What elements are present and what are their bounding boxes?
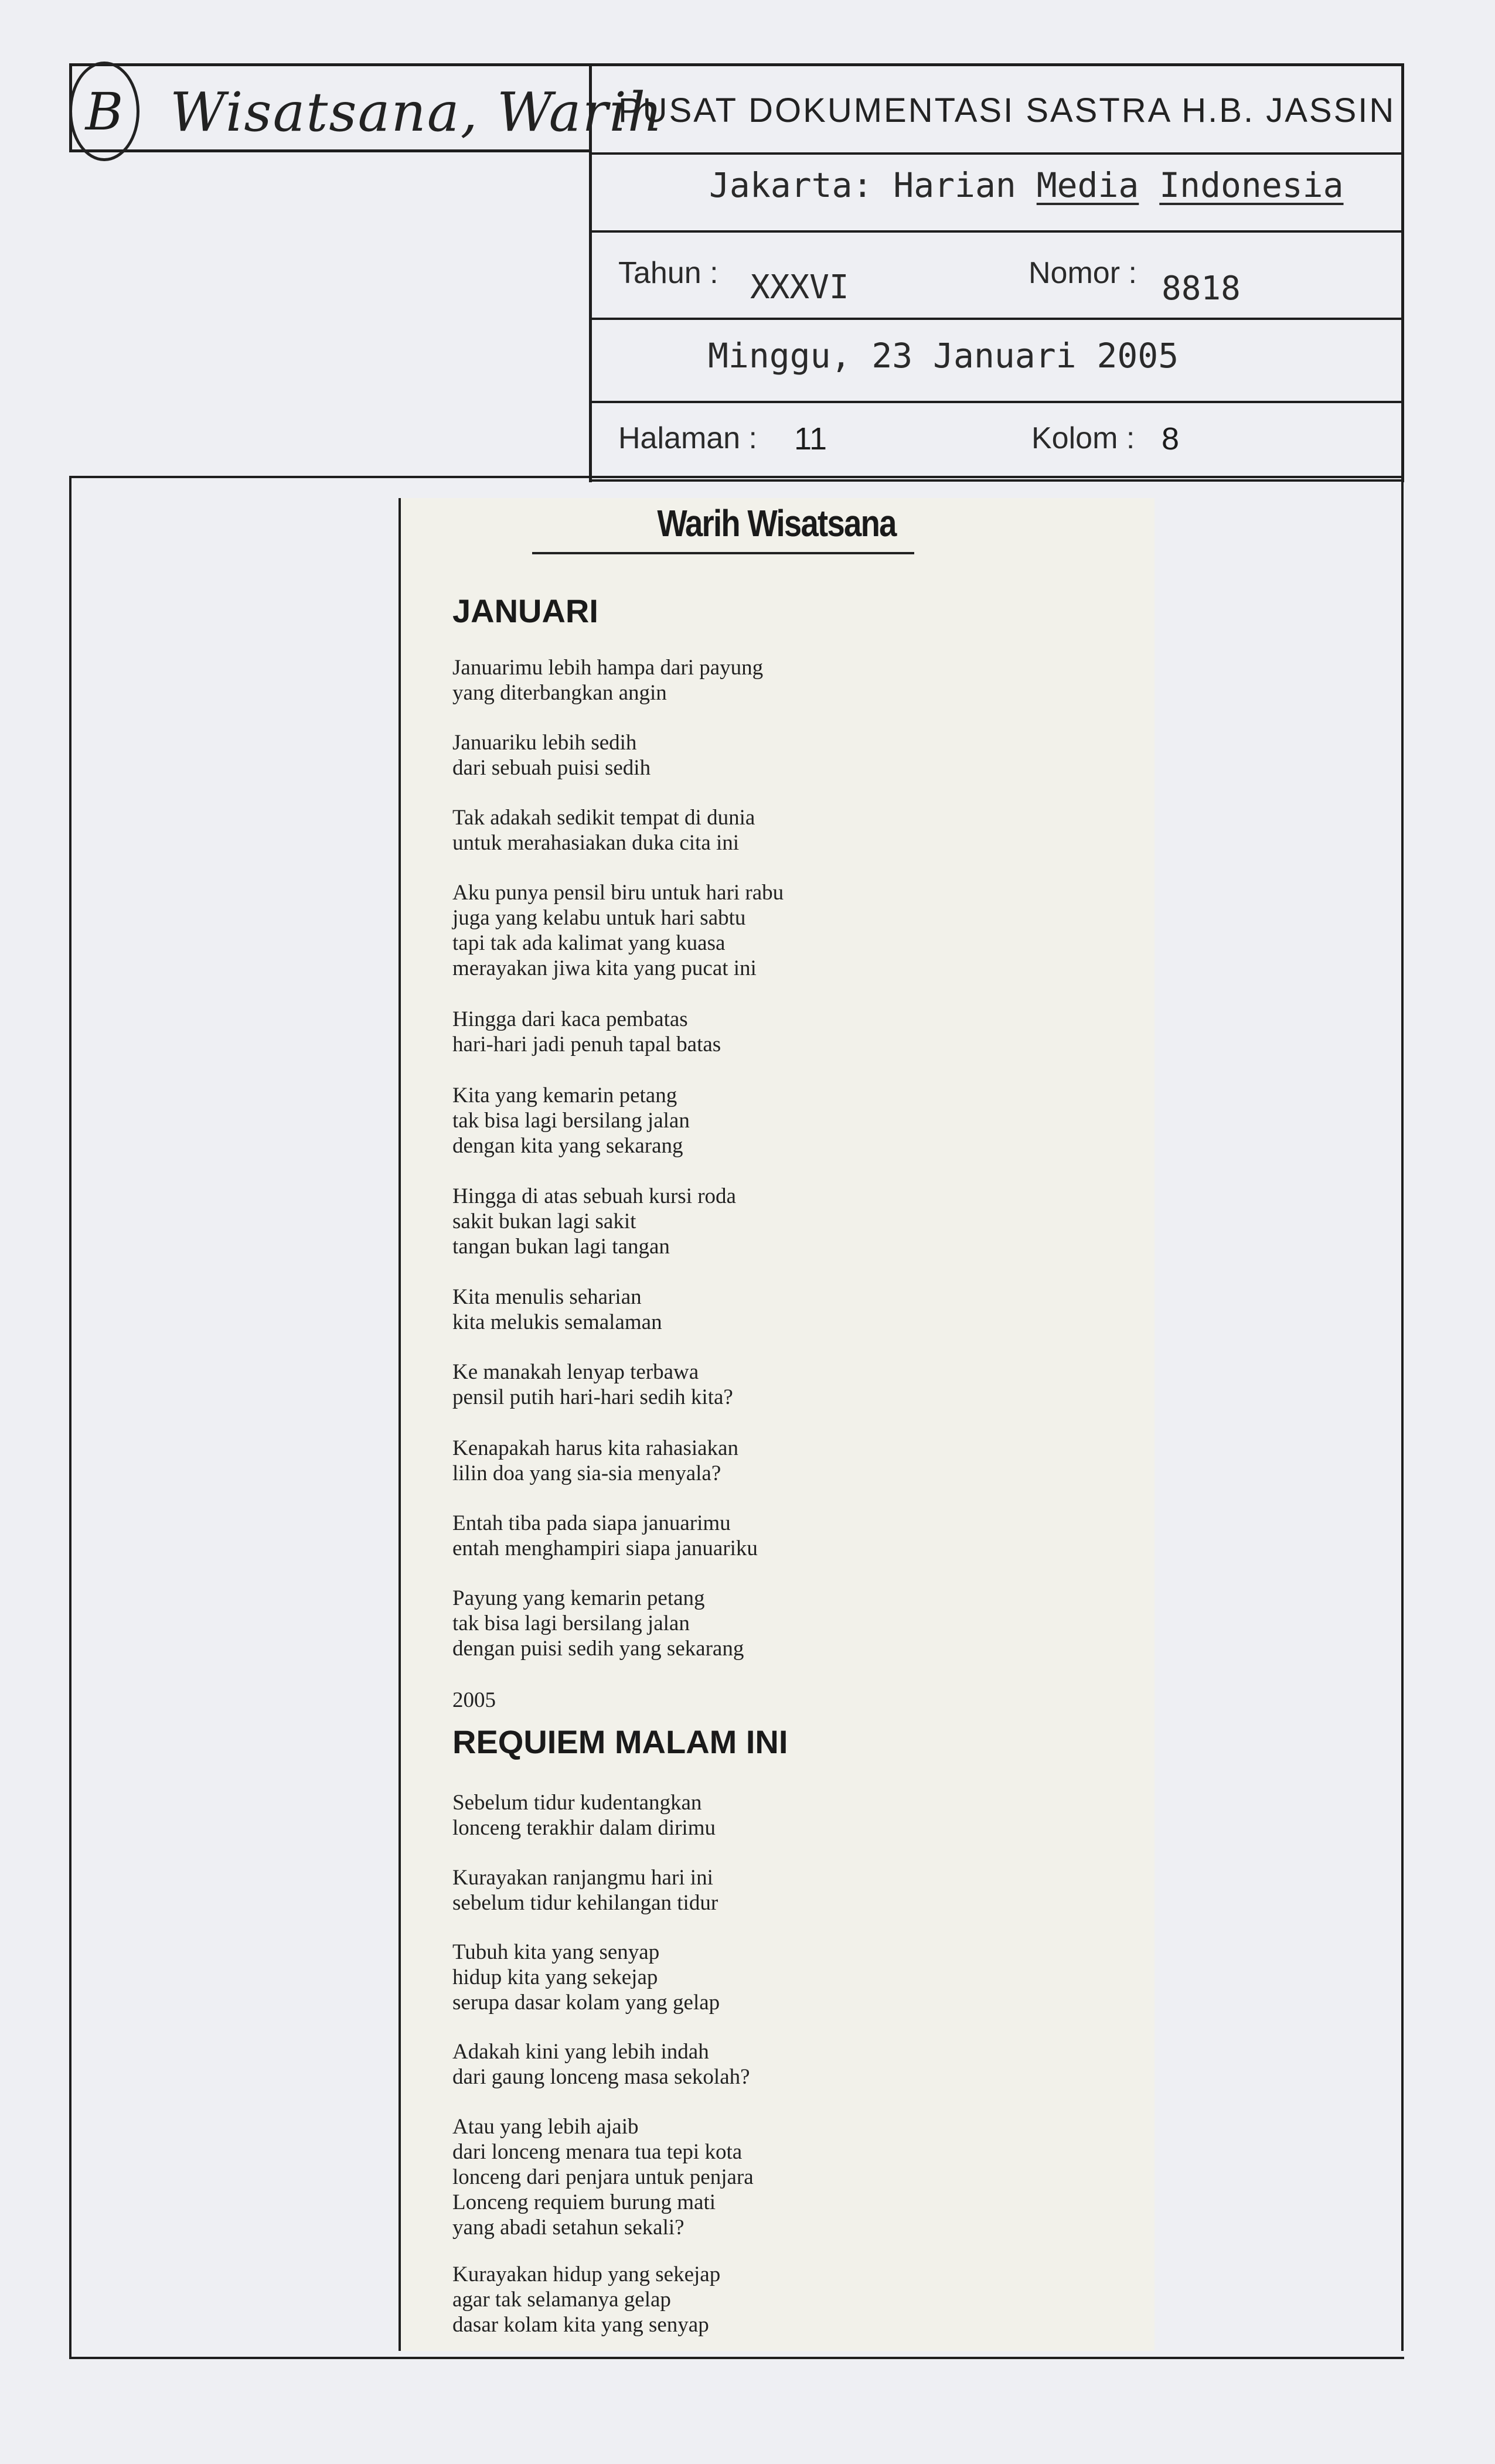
name-underline	[69, 149, 591, 152]
stanza	[452, 1511, 980, 1561]
verse-line: Adakah kini yang lebih indah	[452, 2040, 709, 2064]
archive-title: PUSAT DOKUMENTASI SASTRA H.B. JASSIN	[618, 91, 1396, 129]
publication-line	[709, 165, 1344, 205]
verse-line: juga yang kelabu untuk hari sabtu	[452, 906, 746, 930]
stanza	[452, 2039, 980, 2090]
stanza	[452, 655, 980, 706]
stanza	[452, 2262, 980, 2337]
verse-line: dari sebuah puisi sedih	[452, 756, 651, 780]
handwritten-author-name: Wisatsana, Warih	[170, 81, 664, 144]
byline-underline	[532, 552, 914, 554]
verse-line: lonceng dari penjara untuk penjara	[452, 2165, 754, 2189]
verse-line: dengan puisi sedih yang sekarang	[452, 1637, 744, 1661]
row-divider-3	[589, 318, 1404, 320]
verse-line: lonceng terakhir dalam dirimu	[452, 1816, 716, 1840]
nomor-value: 8818	[1162, 270, 1241, 308]
verse-line: merayakan jiwa kita yang pucat ini	[452, 956, 757, 980]
halaman-value: 11	[794, 421, 827, 456]
stanza	[452, 880, 980, 981]
stanza	[452, 730, 980, 781]
verse-line: Kenapakah harus kita rahasiakan	[452, 1436, 738, 1460]
frame-top	[69, 476, 1404, 478]
poem-title-januari: JANUARI	[452, 592, 598, 629]
verse-line: Hingga di atas sebuah kursi roda	[452, 1184, 736, 1208]
verse-line: entah menghampiri siapa januariku	[452, 1536, 758, 1560]
verse-line: Entah tiba pada siapa januarimu	[452, 1511, 731, 1535]
verse-line: Tubuh kita yang senyap	[452, 1940, 660, 1964]
stanza	[452, 2114, 980, 2240]
card-right-border	[1401, 63, 1404, 482]
row-divider-5	[589, 479, 1404, 482]
newspaper-prefix: Harian	[893, 165, 1016, 205]
verse-line: 2005	[452, 1688, 496, 1712]
verse-line: untuk merahasiakan duka cita ini	[452, 831, 740, 855]
newspaper-name-1: Media	[1036, 165, 1139, 205]
verse-line: Kita yang kemarin petang	[452, 1083, 677, 1107]
row-divider-4	[589, 401, 1404, 403]
stanza	[452, 1184, 980, 1259]
verse-line: serupa dasar kolam yang gelap	[452, 1991, 720, 2015]
verse-line: tapi tak ada kalimat yang kuasa	[452, 931, 726, 955]
author-byline: Warih Wisatsana	[657, 502, 896, 544]
poem-year	[452, 1688, 980, 1713]
stanza	[452, 1083, 980, 1158]
verse-line: hari-hari jadi penuh tapal batas	[452, 1032, 721, 1057]
verse-line: lilin doa yang sia-sia menyala?	[452, 1461, 721, 1485]
verse-line: Aku punya pensil biru untuk hari rabu	[452, 881, 784, 905]
stanza	[452, 1940, 980, 2015]
verse-line: Kurayakan ranjangmu hari ini	[452, 1866, 713, 1890]
kolom-value: 8	[1162, 421, 1180, 456]
verse-line: hidup kita yang sekejap	[452, 1965, 658, 1989]
verse-line: yang abadi setahun sekali?	[452, 2216, 685, 2240]
verse-line: sakit bukan lagi sakit	[452, 1209, 636, 1233]
stanza	[452, 1865, 980, 1916]
verse-line: Atau yang lebih ajaib	[452, 2115, 639, 2139]
verse-line: Tak adakah sedikit tempat di dunia	[452, 806, 755, 830]
verse-line: Kita menulis seharian	[452, 1285, 642, 1309]
handwritten-tag: B	[69, 62, 139, 161]
newspaper-name-2: Indonesia	[1159, 165, 1344, 205]
halaman-label: Halaman :	[618, 421, 757, 455]
card-top-border	[69, 63, 1404, 66]
tahun-label: Tahun :	[618, 256, 718, 290]
stanza	[452, 1790, 980, 1841]
verse-line: dasar kolam kita yang senyap	[452, 2313, 709, 2337]
nomor-label: Nomor :	[1029, 256, 1137, 290]
verse-line: tangan bukan lagi tangan	[452, 1235, 670, 1259]
verse-line: sebelum tidur kehilangan tidur	[452, 1891, 718, 1915]
row-divider-2	[589, 230, 1404, 233]
frame-bottom	[69, 2357, 1404, 2359]
city: Jakarta:	[709, 165, 873, 205]
stanza	[452, 1284, 980, 1335]
verse-line: Januariku lebih sedih	[452, 731, 637, 755]
stanza	[452, 805, 980, 856]
row-divider-1	[589, 152, 1404, 155]
stanza	[452, 1359, 980, 1410]
stanza	[452, 1586, 980, 1661]
frame-left	[69, 476, 71, 2359]
verse-line: tak bisa lagi bersilang jalan	[452, 1611, 690, 1635]
verse-line: Sebelum tidur kudentangkan	[452, 1791, 702, 1815]
verse-line: yang diterbangkan angin	[452, 681, 667, 705]
verse-line: Kurayakan hidup yang sekejap	[452, 2262, 721, 2286]
tahun-value: XXXVI	[750, 268, 849, 306]
verse-line: dari gaung lonceng masa sekolah?	[452, 2065, 750, 2089]
verse-line: Januarimu lebih hampa dari payung	[452, 656, 764, 680]
newspaper-clipping	[399, 498, 1155, 2351]
verse-line: Hingga dari kaca pembatas	[452, 1007, 688, 1031]
clipping-column-rule	[399, 498, 401, 2351]
frame-right	[1401, 476, 1404, 2351]
verse-line: Ke manakah lenyap terbawa	[452, 1360, 699, 1384]
stanza	[452, 1436, 980, 1486]
verse-line: Lonceng requiem burung mati	[452, 2190, 716, 2214]
verse-line: dari lonceng menara tua tepi kota	[452, 2140, 743, 2164]
verse-line: pensil putih hari-hari sedih kita?	[452, 1385, 733, 1409]
verse-line: dengan kita yang sekarang	[452, 1134, 683, 1158]
kolom-label: Kolom :	[1031, 421, 1135, 455]
verse-line: agar tak selamanya gelap	[452, 2288, 671, 2312]
stanza	[452, 1007, 980, 1057]
verse-line: tak bisa lagi bersilang jalan	[452, 1109, 690, 1133]
issue-date: Minggu, 23 Januari 2005	[708, 336, 1179, 376]
verse-line: kita melukis semalaman	[452, 1310, 662, 1334]
poem-title-requiem: REQUIEM MALAM INI	[452, 1723, 788, 1760]
verse-line: Payung yang kemarin petang	[452, 1586, 705, 1610]
